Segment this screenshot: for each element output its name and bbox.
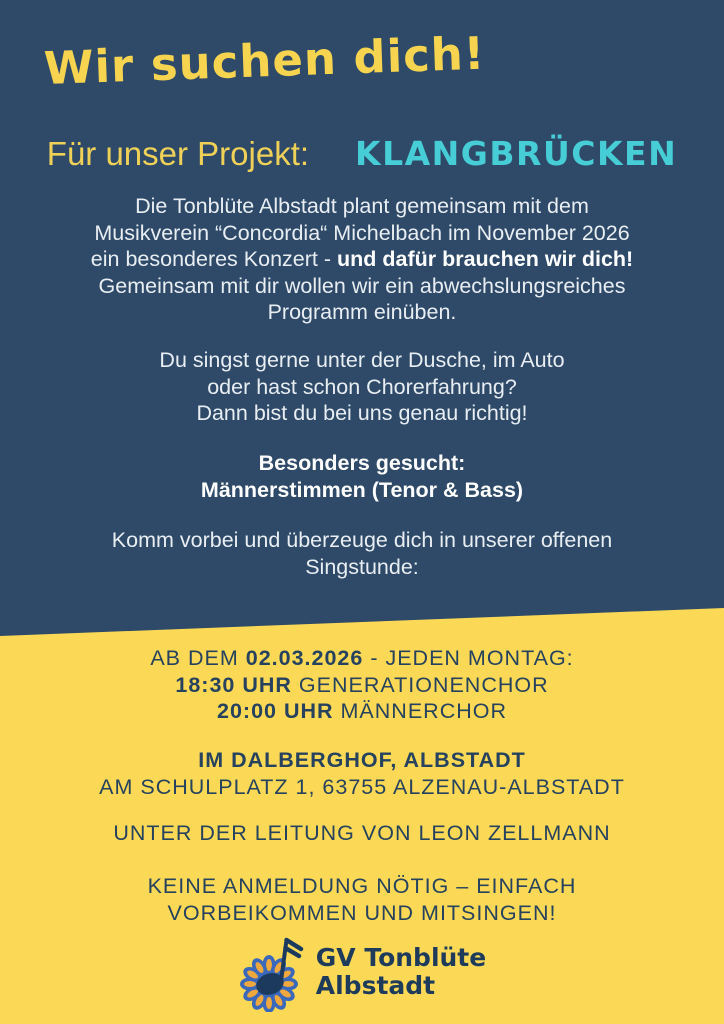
intro-line-2: Musikverein “Concordia“ Michelbach im November 2026 — [94, 220, 630, 245]
schedule-time-1-choir: GENERATIONENCHOR — [291, 672, 549, 697]
intro-line-3-regular: ein besonderes Konzert - — [90, 247, 337, 271]
schedule-date-line — [0, 645, 724, 672]
venue-paragraph — [0, 747, 724, 800]
invitation-line-1: Du singst gerne unter der Dusche, im Auto — [159, 348, 565, 372]
club-logo — [0, 932, 724, 1012]
open-rehearsal-line-2: Singstunde: — [305, 554, 419, 579]
wanted-line-1: Besonders gesucht: — [258, 451, 466, 475]
venue-address: AM SCHULPLATZ 1, 63755 ALZENAU-ALBSTADT — [99, 774, 625, 799]
subtitle-label: Für unser Projekt: — [46, 135, 310, 172]
subtitle-row — [0, 134, 724, 173]
logo-text-line-2: Albstadt — [315, 971, 436, 1000]
intro-line-3-bold: und dafür brauchen wir dich! — [336, 247, 634, 271]
closing-paragraph — [0, 873, 724, 926]
schedule-date-prefix: AB DEM — [150, 646, 246, 670]
intro-paragraph — [0, 193, 724, 326]
open-rehearsal-line-1: Komm vorbei und überzeuge dich in unserer offenen — [111, 528, 613, 552]
schedule-date-suffix: - JEDEN MONTAG: — [363, 646, 574, 670]
wanted-line-2: Männerstimmen (Tenor & Bass) — [200, 477, 524, 502]
schedule-paragraph — [0, 645, 724, 725]
venue-name: IM DALBERGHOF, ALBSTADT — [198, 748, 526, 772]
logo-text-line-1: GV Tonblüte — [315, 943, 487, 972]
schedule-time-2-choir: MÄNNERCHOR — [333, 699, 507, 723]
intro-line-3 — [0, 246, 724, 273]
schedule-date: 02.03.2026 — [245, 646, 364, 670]
wanted-paragraph — [0, 450, 724, 503]
intro-line-5: Programm einüben. — [267, 300, 457, 324]
intro-line-1: Die Tonblüte Albstadt plant gemeinsam mit dem — [135, 194, 589, 218]
invitation-paragraph — [0, 347, 724, 427]
conductor-line: UNTER DER LEITUNG VON LEON ZELLMANN — [113, 821, 611, 845]
open-rehearsal-paragraph — [0, 527, 724, 580]
project-name: KLANGBRÜCKEN — [355, 134, 678, 173]
schedule-time-2-hour: 20:00 UHR — [217, 699, 334, 723]
invitation-line-3: Dann bist du bei uns genau richtig! — [196, 401, 528, 425]
closing-line-1: KEINE ANMELDUNG NÖTIG – EINFACH — [147, 874, 577, 898]
flower-music-note-icon — [238, 932, 304, 1012]
schedule-time-2 — [0, 698, 724, 725]
invitation-line-2: oder hast schon Chorerfahrung? — [207, 374, 517, 399]
headline: Wir suchen dich! — [43, 26, 487, 95]
schedule-time-1-hour: 18:30 UHR — [175, 672, 292, 697]
intro-line-4: Gemeinsam mit dir wollen wir ein abwechslungsreiches — [98, 273, 626, 298]
closing-line-2: VORBEIKOMMEN UND MITSINGEN! — [167, 900, 557, 925]
logo-text — [316, 944, 486, 1000]
schedule-time-1 — [0, 672, 724, 699]
